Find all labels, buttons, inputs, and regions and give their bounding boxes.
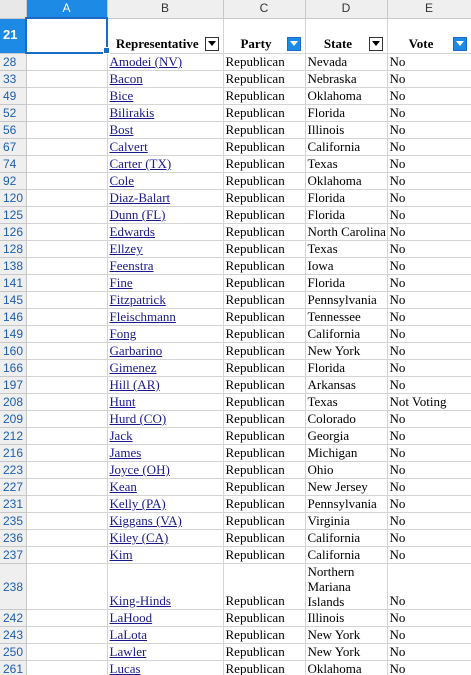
cell-a[interactable] [26, 309, 107, 326]
party-cell[interactable]: Republican [223, 275, 305, 292]
table-row [0, 377, 471, 394]
representative-link[interactable]: Joyce (OH) [107, 462, 223, 479]
representative-link[interactable]: Carter (TX) [107, 156, 223, 173]
vote-cell[interactable]: No [387, 343, 471, 360]
vote-cell[interactable]: No [387, 105, 471, 122]
state-cell[interactable]: New York [305, 644, 387, 661]
representative-filter-dropdown-icon[interactable] [205, 37, 219, 51]
party-cell[interactable]: Republican [223, 547, 305, 564]
party-cell[interactable]: Republican [223, 644, 305, 661]
state-cell[interactable]: Illinois [305, 122, 387, 139]
vote-cell[interactable]: No [387, 479, 471, 496]
cell-a[interactable] [26, 479, 107, 496]
representative-link[interactable]: Jack [107, 428, 223, 445]
state-cell[interactable]: Texas [305, 241, 387, 258]
row-number[interactable]: 238 [0, 564, 26, 610]
representative-link[interactable]: LaHood [107, 610, 223, 627]
representative-link[interactable]: Gimenez [107, 360, 223, 377]
state-cell[interactable]: Virginia [305, 513, 387, 530]
party-cell[interactable]: Republican [223, 139, 305, 156]
vote-cell[interactable]: Not Voting [387, 394, 471, 411]
table-row [0, 88, 471, 105]
vote-cell[interactable]: No [387, 224, 471, 241]
state-cell[interactable]: Oklahoma [305, 173, 387, 190]
representative-link[interactable]: Kim [107, 547, 223, 564]
cell-a[interactable] [26, 241, 107, 258]
party-cell[interactable]: Republican [223, 156, 305, 173]
party-cell[interactable]: Republican [223, 190, 305, 207]
row-number[interactable]: 33 [0, 71, 26, 88]
row-number[interactable]: 92 [0, 173, 26, 190]
row-number[interactable]: 235 [0, 513, 26, 530]
party-cell[interactable]: Republican [223, 564, 305, 610]
vote-cell[interactable]: No [387, 173, 471, 190]
column-header-d[interactable]: D [305, 0, 387, 18]
row-number[interactable]: 21 [0, 18, 26, 53]
table-row [0, 71, 471, 88]
table-row [0, 661, 471, 675]
cell-a[interactable] [26, 88, 107, 105]
vote-filter-active-icon[interactable] [453, 37, 467, 51]
table-row [0, 224, 471, 241]
cell-a[interactable] [26, 71, 107, 88]
representative-link[interactable]: Bilirakis [107, 105, 223, 122]
table-row [0, 326, 471, 343]
row-number[interactable]: 126 [0, 224, 26, 241]
representative-link[interactable]: James [107, 445, 223, 462]
cell-a[interactable] [26, 326, 107, 343]
cell-a[interactable] [26, 360, 107, 377]
state-cell[interactable]: Florida [305, 190, 387, 207]
representative-link[interactable]: Fine [107, 275, 223, 292]
party-cell[interactable]: Republican [223, 610, 305, 627]
party-cell[interactable]: Republican [223, 627, 305, 644]
row-number[interactable]: 231 [0, 496, 26, 513]
representative-link[interactable]: Garbarino [107, 343, 223, 360]
cell-a[interactable] [26, 530, 107, 547]
vote-cell[interactable]: No [387, 139, 471, 156]
representative-link[interactable]: Bice [107, 88, 223, 105]
vote-cell[interactable]: No [387, 207, 471, 224]
state-header-cell[interactable] [305, 18, 387, 53]
cell-a[interactable] [26, 462, 107, 479]
row-number[interactable]: 120 [0, 190, 26, 207]
vote-header: Vote [408, 35, 434, 51]
party-cell[interactable]: Republican [223, 343, 305, 360]
table-row [0, 530, 471, 547]
party-cell[interactable]: Republican [223, 479, 305, 496]
table-row [0, 173, 471, 190]
vote-cell[interactable]: No [387, 275, 471, 292]
vote-cell[interactable]: No [387, 88, 471, 105]
row-number[interactable]: 125 [0, 207, 26, 224]
state-cell[interactable]: Georgia [305, 428, 387, 445]
vote-cell[interactable]: No [387, 462, 471, 479]
table-row [0, 644, 471, 661]
row-number[interactable]: 209 [0, 411, 26, 428]
representative-link[interactable]: Hill (AR) [107, 377, 223, 394]
state-cell[interactable]: New York [305, 343, 387, 360]
representative-link[interactable]: Lucas [107, 661, 223, 675]
party-cell[interactable]: Republican [223, 309, 305, 326]
table-row [0, 564, 471, 610]
cell-a[interactable] [26, 411, 107, 428]
party-cell[interactable]: Republican [223, 411, 305, 428]
row-number[interactable]: 212 [0, 428, 26, 445]
active-cell-a21[interactable] [26, 18, 107, 53]
party-cell[interactable]: Republican [223, 394, 305, 411]
representative-header: Representative [115, 35, 199, 51]
representative-header-cell[interactable] [107, 18, 223, 53]
table-row [0, 343, 471, 360]
row-number[interactable]: 146 [0, 309, 26, 326]
state-cell[interactable]: Texas [305, 156, 387, 173]
party-cell[interactable]: Republican [223, 241, 305, 258]
column-header-c[interactable]: C [223, 0, 305, 18]
state-cell[interactable]: Florida [305, 207, 387, 224]
party-cell[interactable]: Republican [223, 224, 305, 241]
cell-a[interactable] [26, 661, 107, 675]
vote-cell[interactable]: No [387, 326, 471, 343]
row-number[interactable]: 237 [0, 547, 26, 564]
party-cell[interactable]: Republican [223, 496, 305, 513]
row-number[interactable]: 223 [0, 462, 26, 479]
state-cell[interactable]: Arkansas [305, 377, 387, 394]
table-row [0, 105, 471, 122]
party-cell[interactable]: Republican [223, 360, 305, 377]
state-cell[interactable]: Texas [305, 394, 387, 411]
party-cell[interactable]: Republican [223, 122, 305, 139]
column-header-a[interactable]: A [26, 0, 107, 18]
cell-a[interactable] [26, 207, 107, 224]
state-cell[interactable]: Florida [305, 275, 387, 292]
row-number[interactable]: 141 [0, 275, 26, 292]
table-row [0, 139, 471, 156]
cell-a[interactable] [26, 394, 107, 411]
cell-a[interactable] [26, 173, 107, 190]
row-number[interactable]: 67 [0, 139, 26, 156]
row-number[interactable]: 261 [0, 661, 26, 675]
party-cell[interactable]: Republican [223, 88, 305, 105]
state-cell[interactable]: California [305, 139, 387, 156]
row-number[interactable]: 197 [0, 377, 26, 394]
table-row [0, 258, 471, 275]
cell-a[interactable] [26, 445, 107, 462]
representative-link[interactable]: Amodei (NV) [107, 53, 223, 71]
party-cell[interactable]: Republican [223, 530, 305, 547]
vote-cell[interactable]: No [387, 513, 471, 530]
state-cell[interactable]: Tennessee [305, 309, 387, 326]
representative-link[interactable]: Fong [107, 326, 223, 343]
representative-link[interactable]: LaLota [107, 627, 223, 644]
row-number[interactable]: 56 [0, 122, 26, 139]
party-filter-active-icon[interactable] [287, 37, 301, 51]
cell-a[interactable] [26, 275, 107, 292]
row-number[interactable]: 208 [0, 394, 26, 411]
table-row [0, 547, 471, 564]
table-row [0, 241, 471, 258]
fill-handle[interactable] [103, 47, 110, 54]
representative-link[interactable]: Kean [107, 479, 223, 496]
cell-a[interactable] [26, 224, 107, 241]
vote-cell[interactable]: No [387, 547, 471, 564]
row-number[interactable]: 216 [0, 445, 26, 462]
table-row [0, 479, 471, 496]
cell-a[interactable] [26, 105, 107, 122]
table-row [0, 292, 471, 309]
vote-cell[interactable]: No [387, 496, 471, 513]
state-cell[interactable]: Illinois [305, 610, 387, 627]
table-row [0, 496, 471, 513]
row-number[interactable]: 242 [0, 610, 26, 627]
party-cell[interactable]: Republican [223, 53, 305, 71]
party-header: Party [240, 35, 272, 51]
state-cell[interactable]: Oklahoma [305, 661, 387, 675]
state-cell[interactable]: Colorado [305, 411, 387, 428]
table-row [0, 610, 471, 627]
representative-link[interactable]: Ellzey [107, 241, 223, 258]
state-cell[interactable]: Ohio [305, 462, 387, 479]
cell-a[interactable] [26, 610, 107, 627]
row-number[interactable]: 74 [0, 156, 26, 173]
row-number[interactable]: 28 [0, 53, 26, 71]
state-cell[interactable]: Michigan [305, 445, 387, 462]
table-row [0, 411, 471, 428]
column-header-e[interactable]: E [387, 0, 471, 18]
cell-a[interactable] [26, 139, 107, 156]
row-number[interactable]: 250 [0, 644, 26, 661]
cell-a[interactable] [26, 644, 107, 661]
state-cell[interactable]: Northern Mariana Islands [305, 564, 387, 610]
party-cell[interactable]: Republican [223, 207, 305, 224]
row-number[interactable]: 166 [0, 360, 26, 377]
party-cell[interactable]: Republican [223, 445, 305, 462]
cell-a[interactable] [26, 122, 107, 139]
cell-a[interactable] [26, 547, 107, 564]
state-cell[interactable]: California [305, 530, 387, 547]
state-cell[interactable]: Pennsylvania [305, 496, 387, 513]
table-row [0, 156, 471, 173]
party-cell[interactable]: Republican [223, 377, 305, 394]
state-cell[interactable]: California [305, 547, 387, 564]
representative-link[interactable]: Kiggans (VA) [107, 513, 223, 530]
column-header-b[interactable]: B [107, 0, 223, 18]
table-row [0, 53, 471, 71]
vote-cell[interactable]: No [387, 428, 471, 445]
party-cell[interactable]: Republican [223, 292, 305, 309]
row-number[interactable]: 128 [0, 241, 26, 258]
vote-cell[interactable]: No [387, 122, 471, 139]
vote-cell[interactable]: No [387, 241, 471, 258]
vote-cell[interactable]: No [387, 644, 471, 661]
cell-a[interactable] [26, 190, 107, 207]
cell-a[interactable] [26, 258, 107, 275]
state-cell[interactable]: Pennsylvania [305, 292, 387, 309]
vote-cell[interactable]: No [387, 445, 471, 462]
row-number[interactable]: 49 [0, 88, 26, 105]
party-cell[interactable]: Republican [223, 462, 305, 479]
representative-link[interactable]: Bacon [107, 71, 223, 88]
state-cell[interactable]: California [305, 326, 387, 343]
state-cell[interactable]: Oklahoma [305, 88, 387, 105]
state-cell[interactable]: New Jersey [305, 479, 387, 496]
row-number[interactable]: 236 [0, 530, 26, 547]
cell-a[interactable] [26, 513, 107, 530]
party-cell[interactable]: Republican [223, 173, 305, 190]
table-row [0, 462, 471, 479]
state-cell[interactable]: Nebraska [305, 71, 387, 88]
table-row [0, 275, 471, 292]
state-cell[interactable]: North Carolina [305, 224, 387, 241]
cell-a[interactable] [26, 627, 107, 644]
state-cell[interactable]: Nevada [305, 53, 387, 71]
cell-a[interactable] [26, 496, 107, 513]
representative-link[interactable]: Feenstra [107, 258, 223, 275]
vote-cell[interactable]: No [387, 309, 471, 326]
state-filter-dropdown-icon[interactable] [369, 37, 383, 51]
state-cell[interactable]: Florida [305, 360, 387, 377]
cell-a[interactable] [26, 53, 107, 71]
table-row [0, 394, 471, 411]
representative-link[interactable]: Diaz-Balart [107, 190, 223, 207]
representative-link[interactable]: King-Hinds [107, 564, 223, 610]
state-cell[interactable]: Florida [305, 105, 387, 122]
vote-cell[interactable]: No [387, 530, 471, 547]
table-row [0, 122, 471, 139]
cell-a[interactable] [26, 292, 107, 309]
table-row [0, 428, 471, 445]
table-row [0, 445, 471, 462]
vote-cell[interactable]: No [387, 190, 471, 207]
row-number[interactable]: 227 [0, 479, 26, 496]
representative-link[interactable]: Cole [107, 173, 223, 190]
representative-link[interactable]: Kelly (PA) [107, 496, 223, 513]
cell-a[interactable] [26, 156, 107, 173]
party-cell[interactable]: Republican [223, 105, 305, 122]
representative-link[interactable]: Hunt [107, 394, 223, 411]
cell-a[interactable] [26, 377, 107, 394]
table-row [0, 627, 471, 644]
representative-link[interactable]: Edwards [107, 224, 223, 241]
representative-link[interactable]: Kiley (CA) [107, 530, 223, 547]
state-header: State [323, 35, 353, 51]
vote-cell[interactable]: No [387, 71, 471, 88]
vote-cell[interactable]: No [387, 411, 471, 428]
party-header-cell[interactable] [223, 18, 305, 53]
representative-link[interactable]: Lawler [107, 644, 223, 661]
row-number[interactable]: 160 [0, 343, 26, 360]
representative-link[interactable]: Calvert [107, 139, 223, 156]
vote-cell[interactable]: No [387, 627, 471, 644]
vote-cell[interactable]: No [387, 258, 471, 275]
cell-a[interactable] [26, 343, 107, 360]
table-row [0, 190, 471, 207]
representative-link[interactable]: Fitzpatrick [107, 292, 223, 309]
column-header-row [0, 0, 471, 18]
row-number[interactable]: 145 [0, 292, 26, 309]
party-cell[interactable]: Republican [223, 71, 305, 88]
cell-a[interactable] [26, 428, 107, 445]
vote-cell[interactable]: No [387, 53, 471, 71]
state-cell[interactable]: New York [305, 627, 387, 644]
vote-cell[interactable]: No [387, 292, 471, 309]
row-number[interactable]: 52 [0, 105, 26, 122]
representative-link[interactable]: Dunn (FL) [107, 207, 223, 224]
cell-a[interactable] [26, 564, 107, 610]
row-number[interactable]: 138 [0, 258, 26, 275]
table-row [0, 513, 471, 530]
representative-link[interactable]: Bost [107, 122, 223, 139]
row-number[interactable]: 243 [0, 627, 26, 644]
vote-cell[interactable]: No [387, 377, 471, 394]
vote-cell[interactable]: No [387, 610, 471, 627]
table-row [0, 207, 471, 224]
party-cell[interactable]: Republican [223, 513, 305, 530]
representative-link[interactable]: Hurd (CO) [107, 411, 223, 428]
table-row [0, 360, 471, 377]
party-cell[interactable]: Republican [223, 661, 305, 675]
filter-header-row [0, 18, 471, 53]
table-row [0, 309, 471, 326]
row-number[interactable]: 149 [0, 326, 26, 343]
select-all-corner[interactable] [0, 0, 26, 18]
party-cell[interactable]: Republican [223, 258, 305, 275]
representative-link[interactable]: Fleischmann [107, 309, 223, 326]
party-cell[interactable]: Republican [223, 326, 305, 343]
vote-cell[interactable]: No [387, 360, 471, 377]
vote-header-cell[interactable] [387, 18, 471, 53]
vote-cell[interactable]: No [387, 564, 471, 610]
state-cell[interactable]: Iowa [305, 258, 387, 275]
vote-cell[interactable]: No [387, 156, 471, 173]
vote-cell[interactable]: No [387, 661, 471, 675]
party-cell[interactable]: Republican [223, 428, 305, 445]
